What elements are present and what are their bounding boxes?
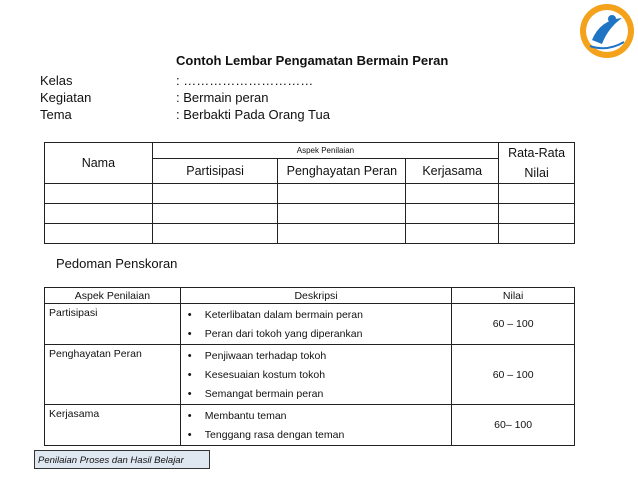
header-nilai: Nilai	[452, 288, 575, 304]
bullet-icon: •	[187, 388, 192, 400]
list-item	[181, 426, 451, 445]
info-value-kegiatan: : Bermain peran	[176, 90, 269, 105]
nilai-cell: 60 – 100	[452, 345, 575, 405]
header-partisipasi: Partisipasi	[152, 158, 278, 184]
bullet-icon: •	[187, 328, 192, 340]
list-item-text: Tenggang rasa dengan teman	[204, 429, 345, 441]
bullet-icon: •	[187, 350, 192, 362]
header-aspek-penilaian: Aspek Penilaian	[152, 143, 498, 159]
list-item	[181, 385, 451, 404]
header-aspek: Aspek Penilaian	[45, 288, 181, 304]
table-cell	[278, 204, 406, 224]
info-label-kelas: Kelas	[40, 73, 73, 88]
bullet-icon: •	[187, 369, 192, 381]
table-cell	[499, 204, 575, 224]
table-cell	[152, 224, 278, 244]
table-cell	[152, 184, 278, 204]
deskripsi-cell	[180, 304, 451, 345]
list-item	[181, 347, 451, 366]
list-item-text: Peran dari tokoh yang diperankan	[204, 328, 363, 340]
footer-label: Penilaian Proses dan Hasil Belajar	[34, 450, 210, 469]
deskripsi-cell	[180, 405, 451, 446]
list-item	[181, 407, 451, 426]
table-cell	[45, 184, 153, 204]
table-row	[45, 304, 575, 345]
list-item-text: Penjiwaan terhadap tokoh	[204, 350, 327, 362]
observation-table	[44, 142, 575, 244]
table-row	[45, 184, 575, 204]
aspek-cell: Kerjasama	[45, 405, 181, 446]
nilai-cell: 60 – 100	[452, 304, 575, 345]
header-penghayatan-peran: Penghayatan Peran	[278, 158, 406, 184]
header-rata-rata	[499, 143, 575, 184]
list-item	[181, 306, 451, 325]
header-rata-line1: Rata-Rata	[508, 146, 566, 160]
info-value-tema: : Berbakti Pada Orang Tua	[176, 107, 330, 122]
nilai-cell: 60– 100	[452, 405, 575, 446]
kurikulum-logo	[578, 2, 636, 60]
info-label-tema: Tema	[40, 107, 72, 122]
bullet-icon: •	[187, 410, 192, 422]
table-cell	[406, 204, 499, 224]
table-row	[45, 224, 575, 244]
deskripsi-cell	[180, 345, 451, 405]
aspek-cell: Penghayatan Peran	[45, 345, 181, 405]
table-cell	[406, 184, 499, 204]
table-cell	[499, 184, 575, 204]
table-cell	[45, 224, 153, 244]
header-deskripsi: Deskripsi	[180, 288, 451, 304]
list-item-text: Kesesuaian kostum tokoh	[204, 369, 326, 381]
table-cell	[45, 204, 153, 224]
scoring-table	[44, 287, 575, 446]
table-cell	[499, 224, 575, 244]
table-cell	[278, 184, 406, 204]
info-value-kelas: : …………………………	[176, 73, 314, 88]
header-nama: Nama	[45, 143, 153, 184]
list-item-text: Keterlibatan dalam bermain peran	[204, 309, 363, 321]
header-rata-line2: Nilai	[524, 166, 549, 180]
section-title: Pedoman Penskoran	[56, 256, 178, 271]
bullet-icon: •	[187, 429, 192, 441]
table-cell	[406, 224, 499, 244]
bullet-icon: •	[187, 309, 192, 321]
table-row	[45, 405, 575, 446]
page-title: Contoh Lembar Pengamatan Bermain Peran	[176, 53, 449, 68]
list-item-text: Semangat bermain peran	[204, 388, 324, 400]
aspek-cell: Partisipasi	[45, 304, 181, 345]
table-row	[45, 204, 575, 224]
list-item	[181, 366, 451, 385]
table-cell	[152, 204, 278, 224]
list-item	[181, 325, 451, 344]
table-row	[45, 345, 575, 405]
table-cell	[278, 224, 406, 244]
header-kerjasama: Kerjasama	[406, 158, 499, 184]
info-label-kegiatan: Kegiatan	[40, 90, 92, 105]
list-item-text: Membantu teman	[204, 410, 287, 422]
